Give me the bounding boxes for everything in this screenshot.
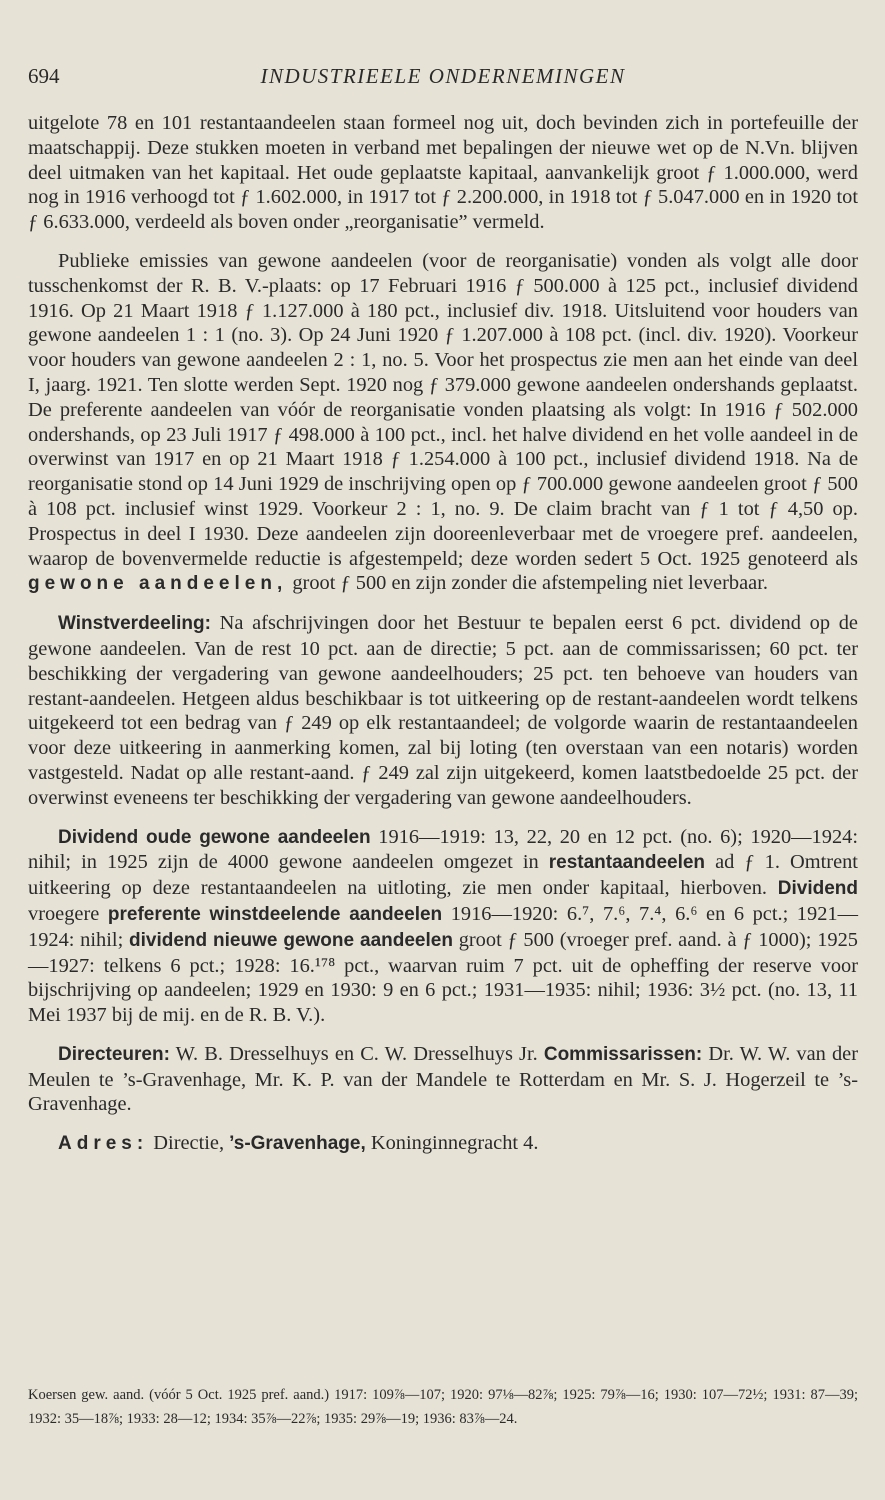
emissions-text: Publieke emissies van gewone aandeelen (voor de reorganisatie) vonden als volgt alle door tusschenkomst der R. B. V.-plaats: op 17 Februari 1916 ƒ 500.000 à 125 pct., inclusief dividend 1916. Op 21 Maart 1918 ƒ 1.127.000 à 180 pct., inclusief div. 1918. Uitsluitend voor houders van gewone aandeelen 1 : 1 (no. 3). Op 24 Juni 1920 ƒ 1.207.000 à 108 pct. (incl. div. 1920). Voorkeur voor houders van gewone aandeelen 2 : 1, no. 5. Voor het prospectus zie men aan het einde van deel I, jaarg. 1921. Ten slotte werden Sept. 1920 nog ƒ 379.000 gewone aandeelen ondershands geplaatst. De preferente aandeelen van vóór de reorganisatie vonden plaatsing als volgt: In 1916 ƒ 502.000 ondershands, op 23 Juli 1917 ƒ 498.000 à 100 pct., incl. het halve dividend en het volle aandeel in de overwinst van 1917 en op 21 Maart 1918 ƒ 1.254.000 à 100 pct., inclusief dividend 1918. Na de reorganisatie stond op 14 Juni 1929 de inschrijving open op ƒ 700.000 gewone aandeelen groot ƒ 500 à 108 pct. inclusief winst 1929. Voorkeur 2 : 1, no. 9. De claim bracht van ƒ 1 tot ƒ 4,50 op. Prospectus in deel I 1930. Deze aandeelen zijn dooreenleverbaar met de vroegere pref. aandeelen, waarop de bovenvermelde reductie is afgestempeld; deze worden sedert 5 Oct. 1925 genoteerd als xyxy=(28,249,858,570)
running-title: INDUSTRIEELE ONDERNEMINGEN xyxy=(260,64,626,88)
paragraph-adres xyxy=(28,1131,858,1157)
paragraph-dividend xyxy=(28,825,858,1028)
page-header xyxy=(28,64,858,90)
koersen-footnote: Koersen gew. aand. (vóór 5 Oct. 1925 pref. aand.) 1917: 109⅞—107; 1920: 97⅛—82⅞; 1925: 79⅞—16; 1930: 107—72½; 1931: 87—39; 1932: 35—18⅞; 1933: 28—12; 1934: 35⅞—22⅞; 1935: 29⅞—19; 1936: 83⅞—24. xyxy=(28,1387,858,1427)
page-number: 694 xyxy=(28,64,60,88)
adres-street: Koninginnegracht 4. xyxy=(370,1132,539,1155)
winstverdeeling-text: Na afschrijvingen door het Bestuur te bepalen eerst 6 pct. dividend op de gewone aandeelen. Van de rest 10 pct. aan de directie; 5 pct. aan de commissarissen; 60 pct. ter beschikking der vergadering van gewone aandeelhouders; 25 pct. ten behoeve van houders van restant-aandeelen. Hetgeen aldus beschikbaar is tot uitkeering op de restant-aandeelen wordt telkens uitgekeerd tot een bedrag van ƒ 249 op elk restantaandeel; de volgorde waarin de restantaandeelen voor deze uitkeering in aanmerking komen, zal bij loting (ten overstaan van een notaris) worden vastgesteld. Nadat op alle restant-aand. ƒ 249 zal zijn uitgekeerd, komen laatstbedoelde 25 pct. der overwinst eveneens ter beschikking der vergadering van gewone aandeelhouders. xyxy=(28,612,858,809)
dividend-text-3: vroegere xyxy=(28,902,100,925)
adres-label: Adres: xyxy=(58,1133,149,1155)
paragraph-continuation: uitgelote 78 en 101 restantaandeelen staan formeel nog uit, doch bevinden zich in portefeuille der maatschappij. Deze stukken moeten in verband met bepalingen der nieuwe wet op de N.Vn. blijven deel uitmaken van het kapitaal. Het oude geplaatste kapitaal, aanvankelijk groot ƒ 1.000.000, werd nog in 1916 verhoogd tot ƒ 1.602.000, in 1917 tot ƒ 2.200.000, in 1918 tot ƒ 5.047.000 en in 1920 tot ƒ 6.633.000, verdeeld als boven onder „reorganisatie” vermeld. xyxy=(28,112,858,234)
dividend-text-2: ad ƒ 1. Omtrent uitkeering op deze restantaandeelen na uitloting, zie men onder kapitaal, hierboven. xyxy=(28,851,858,900)
adres-city: ’s-Gravenhage, xyxy=(229,1133,366,1155)
paragraph-directeuren xyxy=(28,1042,858,1117)
paragraph-winstverdeeling xyxy=(28,611,858,810)
dividend-label-1: Dividend oude gewone aandeelen xyxy=(58,826,371,848)
commissarissen-text: Dr. W. W. van der Meulen te ’s-Gravenhage, Mr. K. P. van der Mandele te Rotterdam en Mr. S. J. Hogerzeil te ’s-Gravenhage. xyxy=(28,1042,858,1116)
dividend-text-1: 1916—1919: 13, 22, 20 en 12 pct. (no. 6); 1920—1924: nihil; in 1925 zijn de 4000 gewone aandeelen omgezet in xyxy=(28,825,858,874)
body-text xyxy=(28,111,858,1171)
paragraph-emissions xyxy=(28,249,858,597)
directeuren-text: W. B. Dresselhuys en C. W. Dresselhuys Jr. xyxy=(175,1042,538,1065)
directeuren-label: Directeuren: xyxy=(58,1043,170,1065)
dividend-label-5: dividend nieuwe gewone aandeelen xyxy=(129,929,453,951)
dividend-label-4: preferente winstdeelende aandeelen xyxy=(107,903,443,925)
dividend-label-2: restantaandeelen xyxy=(548,852,706,874)
adres-text-1: Directie, xyxy=(153,1132,225,1155)
winstverdeeling-label: Winstverdeeling: xyxy=(58,613,211,635)
dividend-label-3: Dividend xyxy=(777,878,858,900)
emissions-tail: groot ƒ 500 en zijn zonder die afstempeling niet leverbaar. xyxy=(292,572,768,595)
dividend-text-5: groot ƒ 500 (vroeger pref. aand. à ƒ 1000); 1925—1927: telkens 6 pct.; 1928: 16.¹⁷⁸ pct., waarvan ruim 7 pct. uit de opheffing der reserve voor bijschrijving op aandeelen; 1929 en 1930: 9 en 6 pct.; 1931—1935: nihil; 1936: 3½ pct. (no. 13, 11 Mei 1937 bij de mij. en de R. B. V.). xyxy=(28,928,858,1027)
spaced-term: gewone aandeelen, xyxy=(28,573,288,595)
commissarissen-label: Commissarissen: xyxy=(543,1043,703,1065)
dividend-text-4: 1916—1920: 6.⁷, 7.⁶, 7.⁴, 6.⁶ en 6 pct.; 1921—1924: nihil; xyxy=(28,902,858,951)
